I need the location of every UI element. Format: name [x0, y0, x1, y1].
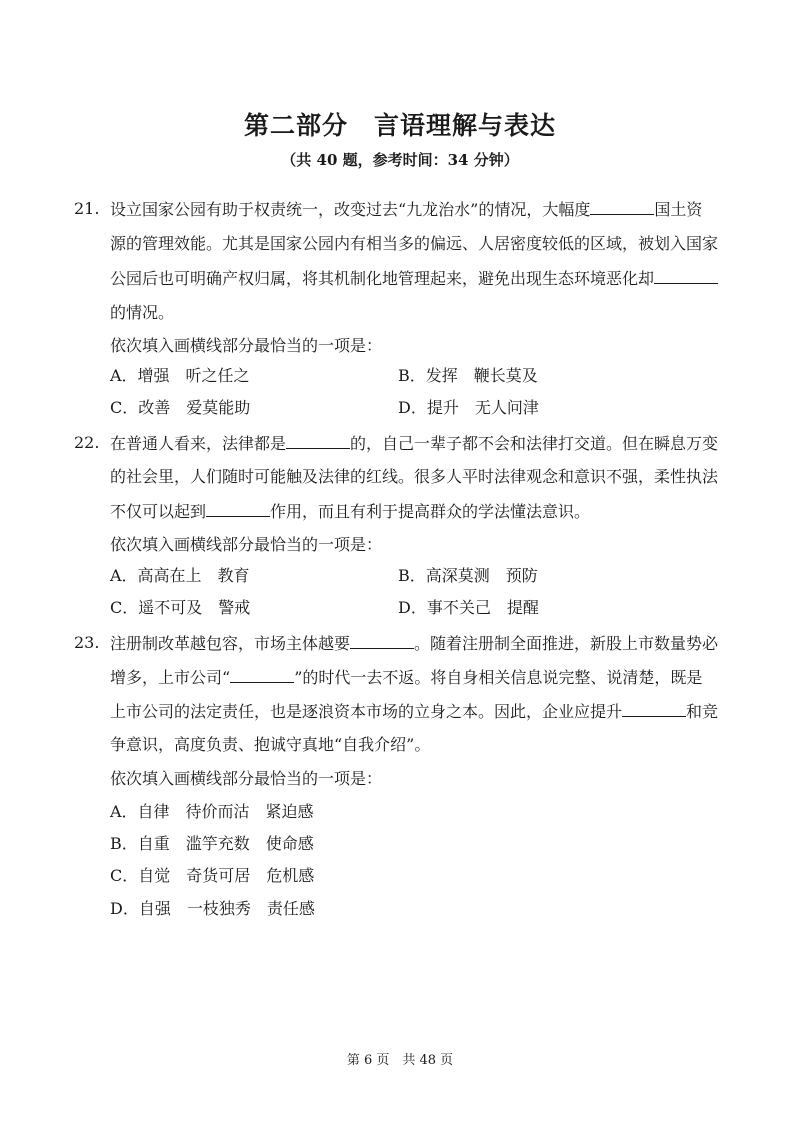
- question-text-line: 在普通人看来，法律都是 的，自己一辈子都不会和法律打交道。但在瞬息万变: [110, 434, 719, 453]
- answer-blank: [206, 501, 270, 517]
- question-text-line: 增多，上市公司“ ”的时代一去不返。将自身相关信息说完整、说清楚，既是: [110, 668, 703, 687]
- question-text-line: 上市公司的法定责任，也是逐浪资本市场的立身之本。因此，企业应提升 和竞: [110, 702, 719, 721]
- answer-blank: [286, 433, 350, 449]
- option-d[interactable]: D．自强 一枝独秀 责任感: [110, 899, 315, 918]
- answer-blank: [590, 199, 654, 215]
- question-prompt: 依次填入画横线部分最恰当的一项是：: [110, 336, 383, 355]
- option-a[interactable]: A．增强 听之任之: [110, 366, 250, 385]
- answer-blank: [230, 667, 294, 683]
- option-a[interactable]: A．自律 待价而沽 紧迫感: [110, 802, 314, 821]
- question-text-line: 公园后也可明确产权归属，将其机制化地管理起来，避免出现生态环境恶化却: [110, 268, 718, 289]
- question-number: 22.: [74, 433, 100, 452]
- option-c[interactable]: C．自觉 奇货可居 危机感: [110, 866, 315, 885]
- option-b[interactable]: B．高深莫测 预防: [398, 566, 538, 585]
- section-title: 第二部分 言语理解与表达: [243, 111, 556, 140]
- question-prompt: 依次填入画横线部分最恰当的一项是：: [110, 769, 383, 788]
- question-number: 21.: [74, 199, 100, 218]
- option-c[interactable]: C．改善 爱莫能助: [110, 398, 251, 417]
- question-number: 23.: [74, 633, 100, 652]
- question-text-line: 的情况。: [110, 303, 175, 322]
- option-b[interactable]: B．自重 滥竽充数 使命感: [110, 834, 314, 853]
- option-b[interactable]: B．发挥 鞭长莫及: [398, 366, 538, 385]
- question-text-line: 注册制改革越包容，市场主体越要 。随着注册制全面推进，新股上市数量势必: [110, 634, 719, 653]
- question-text-line: 的社会里，人们随时可能触及法律的红线。很多人平时法律观念和意识不强，柔性执法: [110, 467, 719, 486]
- answer-blank: [622, 701, 686, 717]
- option-d[interactable]: D．事不关己 提醒: [398, 598, 539, 617]
- section-subtitle: （共 40 题，参考时间：34 分钟）: [281, 151, 519, 169]
- option-c[interactable]: C．遥不可及 警戒: [110, 598, 251, 617]
- answer-blank: [654, 268, 718, 284]
- page-footer: 第 6 页 共 48 页: [346, 1053, 454, 1068]
- option-a[interactable]: A．高高在上 教育: [110, 566, 250, 585]
- answer-blank: [350, 633, 414, 649]
- question-text-line: 设立国家公园有助于权责统一，改变过去“九龙治水”的情况，大幅度 国土资: [110, 200, 703, 219]
- question-text-line: 源的管理效能。尤其是国家公园内有相当多的偏远、人居密度较低的区域，被划入国家: [110, 234, 719, 253]
- question-prompt: 依次填入画横线部分最恰当的一项是：: [110, 535, 383, 554]
- option-d[interactable]: D．提升 无人问津: [398, 398, 539, 417]
- question-text-line: 争意识，高度负责、抱诚守真地“自我介绍”。: [110, 735, 431, 754]
- question-text-line: 不仅可以起到 作用，而且有利于提高群众的学法懂法意识。: [110, 502, 591, 521]
